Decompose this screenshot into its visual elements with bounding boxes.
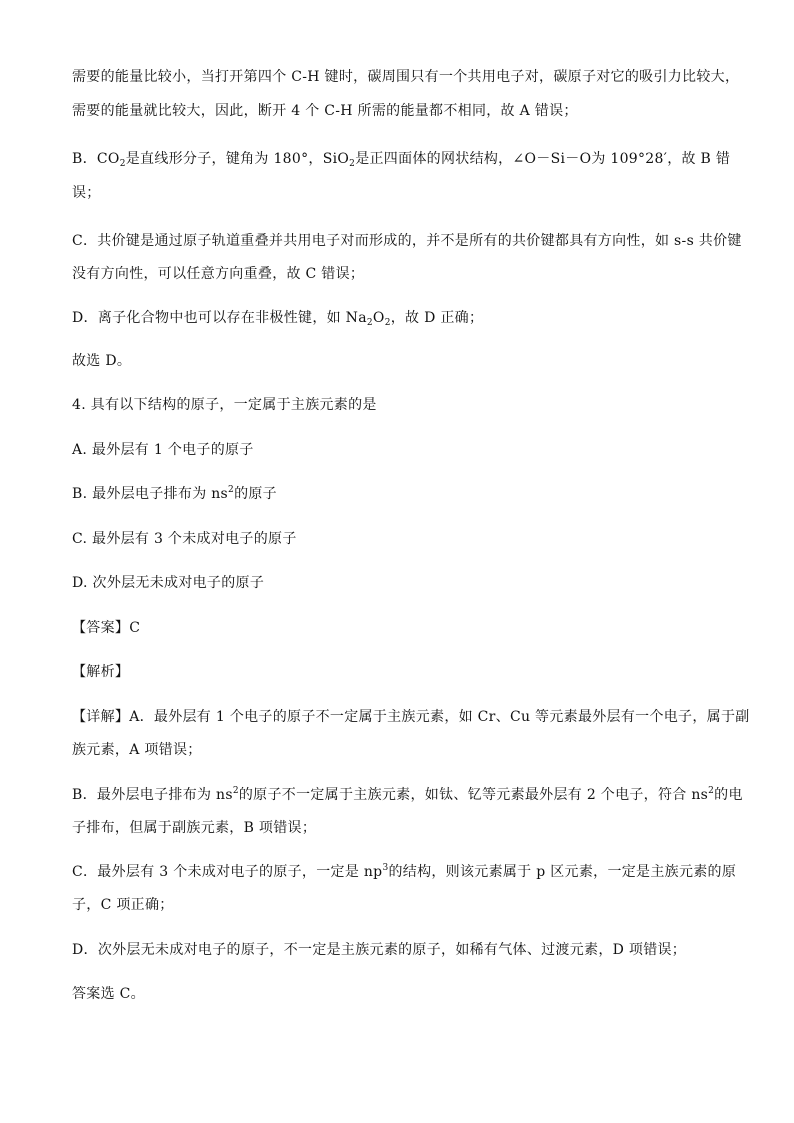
paragraph-line: 需要的能量就比较大，因此，断开 4 个 C-H 所需的能量都不相同，故 A 错误；: [72, 103, 578, 119]
text-segment: 的电: [714, 787, 743, 803]
paragraph-line: 子，C 项正确；: [72, 897, 174, 913]
paragraph-line: 没有方向性，可以任意方向重叠，故 C 错误；: [72, 266, 365, 282]
answer-label: 【答案】C: [72, 620, 141, 636]
analysis-label: 【解析】: [72, 664, 130, 680]
text-segment: B．: [72, 151, 97, 167]
paragraph-line: 【详解】A．最外层有 1 个电子的原子不一定属于主族元素，如 Cr、Cu 等元素最外层有一个电子，属于副: [72, 709, 750, 725]
formula-text: CO: [96, 151, 120, 167]
superscript: 2: [232, 786, 239, 796]
subscript: 2: [349, 159, 356, 169]
text-segment: B. 最外层电子排布为 ns: [72, 486, 229, 502]
option-d: D. 次外层无未成对电子的原子: [72, 575, 265, 591]
superscript: 2: [708, 786, 715, 796]
text-segment: D．离子化合物中也可以存在非极性键，如 Na: [72, 310, 367, 326]
conclusion: 答案选 C。: [72, 986, 145, 1002]
text-segment: 是正四面体的网状结构，∠O－Si－O为 109°28′，故 B 错: [355, 151, 731, 167]
subscript: 2: [366, 318, 373, 328]
text-segment: 的结构，则该元素属于 p 区元素，一定是主族元素的原: [388, 864, 737, 880]
text-segment: ，故 D 正确；: [390, 310, 484, 326]
paragraph-line: 误；: [72, 185, 101, 201]
option-c: C. 最外层有 3 个未成对电子的原子: [72, 531, 297, 547]
conclusion: 故选 D。: [72, 353, 132, 369]
text-segment: O: [372, 310, 385, 326]
formula-co2: [97, 151, 126, 167]
subscript: 2: [384, 318, 391, 328]
formula-text: SiO: [322, 151, 350, 167]
paragraph-line: 族元素，A 项错误；: [72, 742, 202, 758]
paragraph-line: C．共价键是通过原子轨道重叠并共用电子对而形成的，并不是所有的共价键都具有方向性，如 s-s 共价键: [72, 233, 742, 249]
formula-sio2: [323, 151, 355, 167]
text-segment: 的原子: [234, 486, 277, 502]
superscript: 2: [228, 485, 235, 495]
text-segment: B．最外层电子排布为 ns: [72, 787, 233, 803]
text-segment: 是直线形分子，键角为 180°，: [125, 151, 323, 167]
subscript: 2: [119, 159, 126, 169]
detail-c: [72, 861, 736, 881]
question-title: 4. 具有以下结构的原子，一定属于主族元素的是: [72, 397, 377, 413]
text-segment: C．最外层有 3 个未成对电子的原子，一定是 np: [72, 864, 383, 880]
detail-b: [72, 784, 743, 804]
superscript: 3: [382, 863, 389, 873]
paragraph-line: D．次外层无未成对电子的原子，不一定是主族元素的原子，如稀有气体、过渡元素，D 项错误；: [72, 942, 687, 958]
option-a: A. 最外层有 1 个电子的原子: [72, 442, 254, 458]
option-b-explanation: [72, 148, 730, 169]
paragraph-line: 子排布，但属于副族元素，B 项错误；: [72, 820, 317, 836]
option-b: [72, 483, 277, 503]
text-segment: 的原子不一定属于主族元素，如钛、钇等元素最外层有 2 个电子，符合 ns: [238, 787, 709, 803]
paragraph-line: 需要的能量比较小，当打开第四个 C-H 键时，碳周围只有一个共用电子对，碳原子对它的吸引力比较大，: [72, 69, 740, 85]
option-d-explanation: [72, 307, 483, 328]
